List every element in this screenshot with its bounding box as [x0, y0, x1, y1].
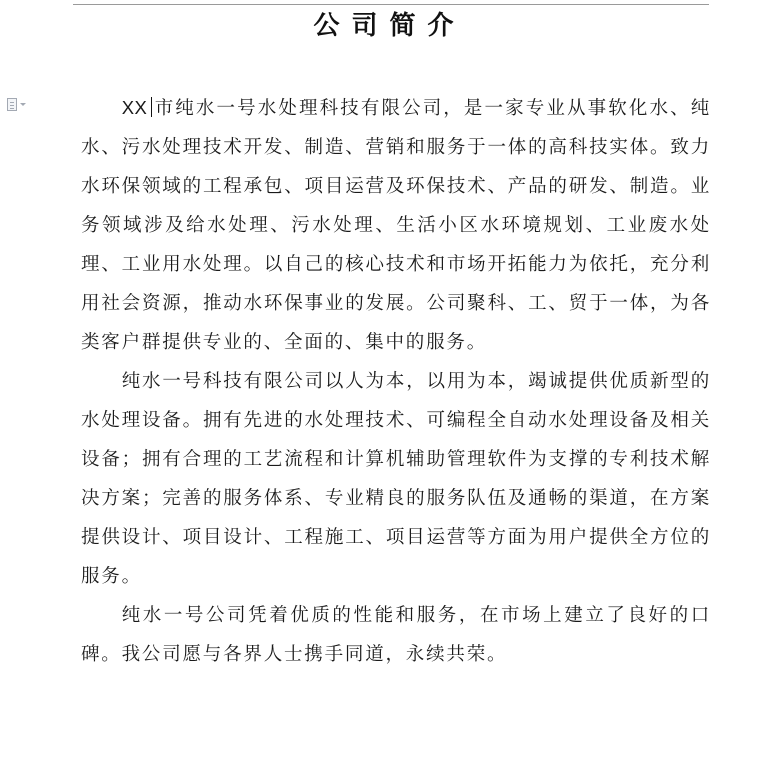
document-title: 公司简介	[313, 11, 466, 41]
document-body[interactable]	[81, 88, 711, 674]
paragraph-marker[interactable]	[7, 96, 35, 112]
company-prefix: XX	[121, 97, 148, 118]
chevron-down-icon	[20, 103, 26, 106]
document-paragraph-icon	[7, 98, 17, 111]
header-rule	[73, 4, 709, 5]
text-cursor	[151, 97, 152, 117]
paragraph: 纯水一号公司凭着优质的性能和服务，在市场上建立了良好的口碑。我公司愿与各界人士携手同道，永续共荣。	[81, 605, 711, 665]
paragraph: 纯水一号科技有限公司以人为本，以用为本，竭诚提供优质新型的水处理设备。拥有先进的水处理技术、可编程全自动水处理设备及相关设备；拥有合理的工艺流程和计算机辅助管理软件为支撑的专利技术解决方案；完善的服务体系、专业精良的服务队伍及通畅的渠道，在方案提供设计、项目设计、工程施工、项目运营等方面为用户提供全方位的服务。	[81, 371, 711, 587]
paragraph-text: 市纯水一号水处理科技有限公司，是一家专业从事软化水、纯水、污水处理技术开发、制造、营销和服务于一体的高科技实体。致力水环保领域的工程承包、项目运营及环保技术、产品的研发、制造。业务领域涉及给水处理、污水处理、生活小区水环境规划、工业废水处理、工业用水处理。以自己的核心技术和市场开拓能力为依托，充分利用社会资源，推动水环保事业的发展。公司聚科、工、贸于一体，为各类客户群提供专业的、全面的、集中的服务。	[81, 98, 711, 353]
paragraph	[81, 88, 711, 362]
